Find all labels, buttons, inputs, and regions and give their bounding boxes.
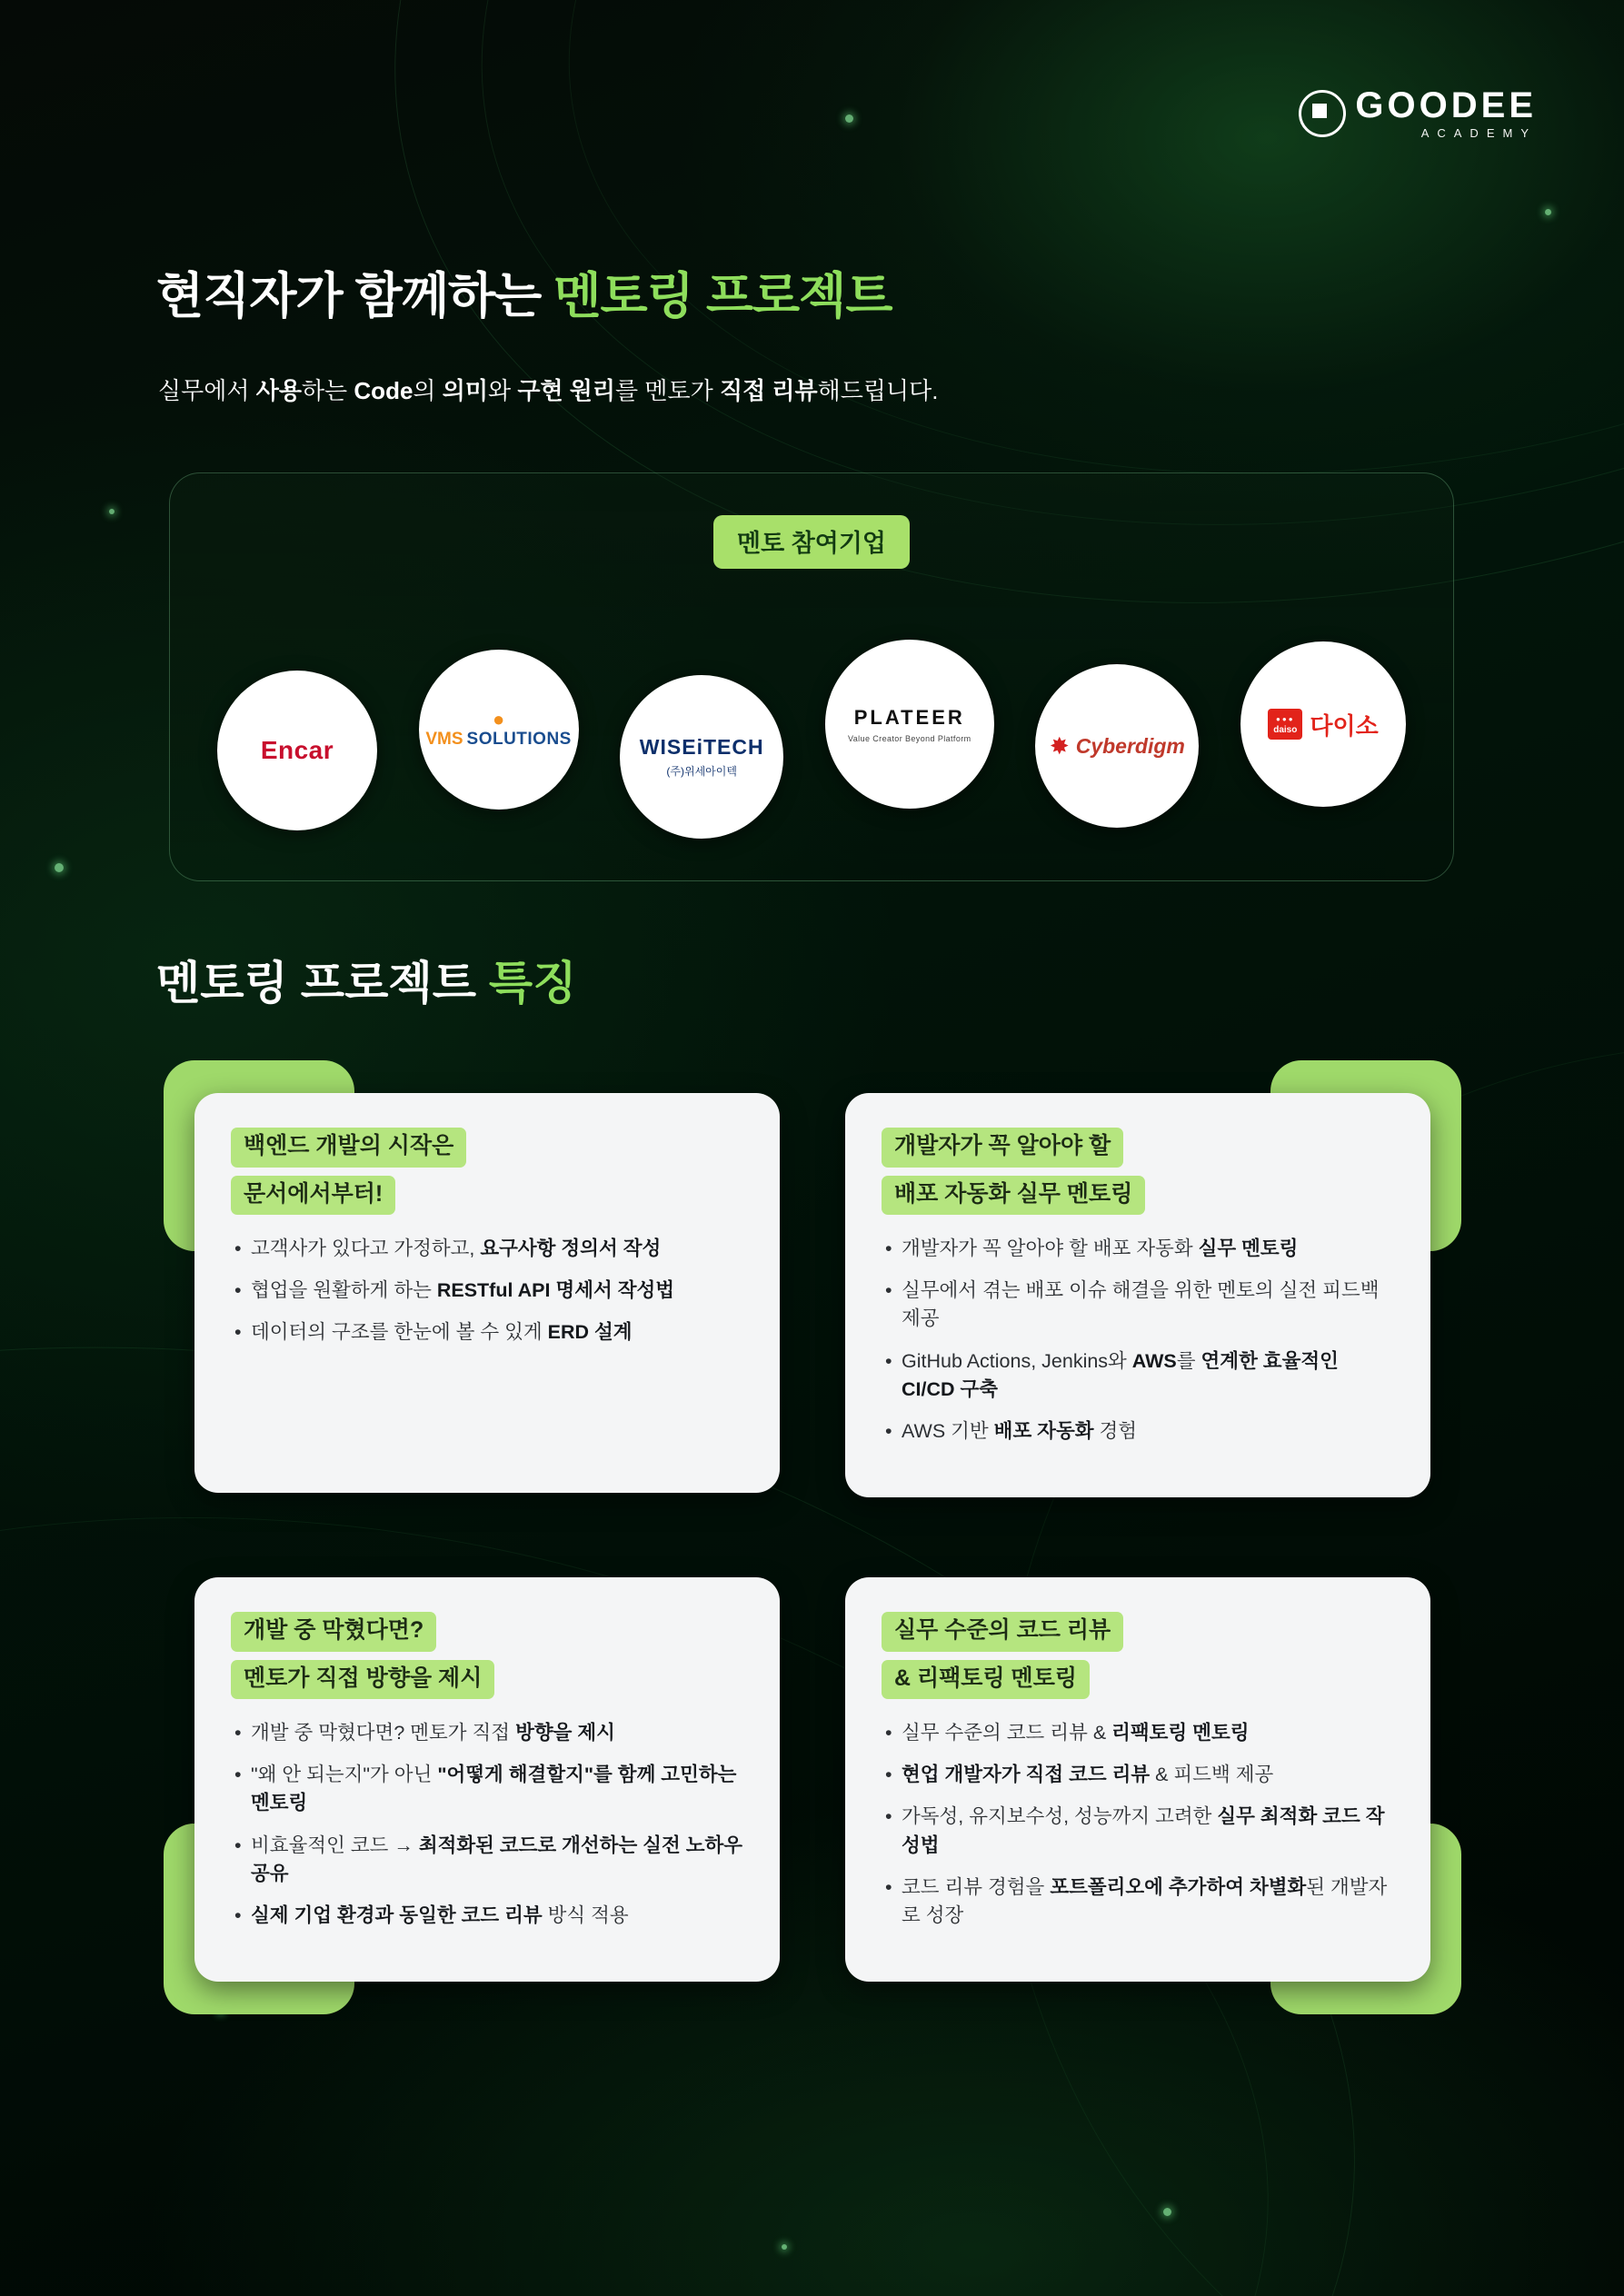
list-item: • 실제 기업 환경과 동일한 코드 리뷰 방식 적용	[231, 1902, 743, 1930]
feature-card-backend-docs	[169, 1068, 805, 1523]
list-item: • AWS 기반 배포 자동화 경험	[882, 1417, 1394, 1446]
list-item: • 실무 수준의 코드 리뷰 & 리팩토링 멘토링	[882, 1719, 1394, 1747]
card-title-line: 멘토가 직접 방향을 제시	[231, 1660, 494, 1700]
feature-card-deploy-automation	[820, 1068, 1456, 1523]
partner-logo-daiso	[1240, 641, 1406, 807]
page-title-plain: 현직자가 함께하는	[156, 269, 554, 323]
brand-logo-text	[1355, 87, 1537, 139]
list-item: • 협업을 원활하게 하는 RESTful API 명세서 작성법	[231, 1277, 743, 1305]
feature-card-mentor-direction	[169, 1552, 805, 2007]
page-title	[156, 257, 892, 327]
section-title-accent: 특징	[488, 958, 577, 1009]
card-body	[194, 1093, 780, 1493]
card-title	[882, 1612, 1394, 1699]
card-title	[882, 1128, 1394, 1215]
card-title-line: 배포 자동화 실무 멘토링	[882, 1176, 1145, 1216]
partner-logo-plateer	[825, 640, 994, 809]
section-title	[156, 947, 577, 1012]
card-body	[845, 1577, 1430, 1982]
list-item: • 실무에서 겪는 배포 이슈 해결을 위한 멘토의 실전 피드백 제공	[882, 1277, 1394, 1333]
list-item: • 개발 중 막혔다면? 멘토가 직접 방향을 제시	[231, 1719, 743, 1747]
card-title-line: 백엔드 개발의 시작은	[231, 1128, 466, 1168]
partner-logo-cyberdigm	[1035, 664, 1199, 828]
partner-logo-row	[217, 610, 1406, 839]
feature-card-grid	[169, 1068, 1456, 2007]
partner-name-daiso-kr: 다이소	[1310, 711, 1379, 740]
partner-name-cyberdigm-wrap	[1050, 734, 1185, 759]
camera-aperture-icon	[1299, 90, 1346, 137]
card-bullet-list	[882, 1235, 1394, 1446]
partner-logo-wiseitech	[620, 675, 783, 839]
hexagon-icon: ✸	[1049, 732, 1070, 760]
brand-name: GOODEE	[1355, 85, 1537, 125]
partner-name-plateer: PLATEER	[853, 705, 965, 729]
card-bullet-list	[882, 1719, 1394, 1930]
daiso-dots: ●●●	[1276, 715, 1295, 723]
page-subtitle: 실무에서 사용하는 Code의 의미와 구현 원리를 멘토가 직접 리뷰해드립니다.	[158, 377, 939, 404]
card-title-line: & 리팩토링 멘토링	[882, 1660, 1090, 1700]
card-title-line: 실무 수준의 코드 리뷰	[882, 1612, 1123, 1652]
partner-logo-vms	[419, 650, 579, 810]
partner-tagline-plateer: Value Creator Beyond Platform	[848, 733, 971, 743]
list-item: • 가독성, 유지보수성, 성능까지 고려한 실무 최적화 코드 작성법	[882, 1803, 1394, 1859]
section-title-plain: 멘토링 프로젝트	[156, 958, 489, 1009]
card-title	[231, 1128, 743, 1215]
partner-name-daiso-en: daiso	[1273, 725, 1298, 735]
list-item: • 코드 리뷰 경험을 포트폴리오에 추가하여 차별화된 개발자로 성장	[882, 1874, 1394, 1930]
partner-name-wiseitech: WISEiTECH	[639, 735, 764, 759]
card-body	[845, 1093, 1430, 1497]
partner-logo-encar	[217, 671, 377, 830]
list-item: • "왜 안 되는지"가 아닌 "어떻게 해결할지"를 함께 고민하는 멘토링	[231, 1761, 743, 1817]
partners-panel	[169, 472, 1454, 881]
page-title-accent: 멘토링 프로젝트	[553, 269, 892, 323]
card-title-line: 개발자가 꼭 알아야 할	[882, 1128, 1123, 1168]
partners-badge: 멘토 참여기업	[713, 515, 910, 569]
partner-name-encar: Encar	[260, 736, 334, 764]
partner-name-cyberdigm: Cyberdigm	[1075, 733, 1185, 758]
card-body	[194, 1577, 780, 1982]
list-item: • 개발자가 꼭 알아야 할 배포 자동화 실무 멘토링	[882, 1235, 1394, 1263]
decorative-dot	[109, 509, 115, 514]
brand-subtitle: ACADEMY	[1420, 126, 1537, 140]
list-item: • 데이터의 구조를 한눈에 볼 수 있게 ERD 설계	[231, 1318, 743, 1347]
decorative-dot	[1545, 209, 1551, 215]
list-item: • 현업 개발자가 직접 코드 리뷰 & 피드백 제공	[882, 1761, 1394, 1789]
partner-name-vms: VMS SOLUTIONS	[425, 730, 572, 749]
card-title-line: 개발 중 막혔다면?	[231, 1612, 436, 1652]
list-item: • GitHub Actions, Jenkins와 AWS를 연계한 효율적인 CI/CD 구축	[882, 1347, 1394, 1404]
card-bullet-list	[231, 1719, 743, 1930]
decorative-dot	[845, 114, 853, 123]
decorative-dot	[782, 2244, 787, 2250]
list-item: • 고객사가 있다고 가정하고, 요구사항 정의서 작성	[231, 1235, 743, 1263]
card-title-line: 문서에서부터!	[231, 1176, 395, 1216]
flame-icon: ●	[492, 708, 505, 731]
decorative-dot	[55, 863, 64, 872]
feature-card-code-review	[820, 1552, 1456, 2007]
partner-name-daiso-wrap	[1268, 708, 1378, 741]
card-title	[231, 1612, 743, 1699]
list-item: • 비효율적인 코드 → 최적화된 코드로 개선하는 실전 노하우 공유	[231, 1832, 743, 1888]
partner-name-wiseitech-kr: (주)위세아이텍	[666, 765, 737, 778]
decorative-dot	[1163, 2208, 1171, 2216]
card-bullet-list	[231, 1235, 743, 1347]
brand-logo	[1299, 87, 1537, 139]
daiso-badge-icon	[1268, 709, 1302, 740]
